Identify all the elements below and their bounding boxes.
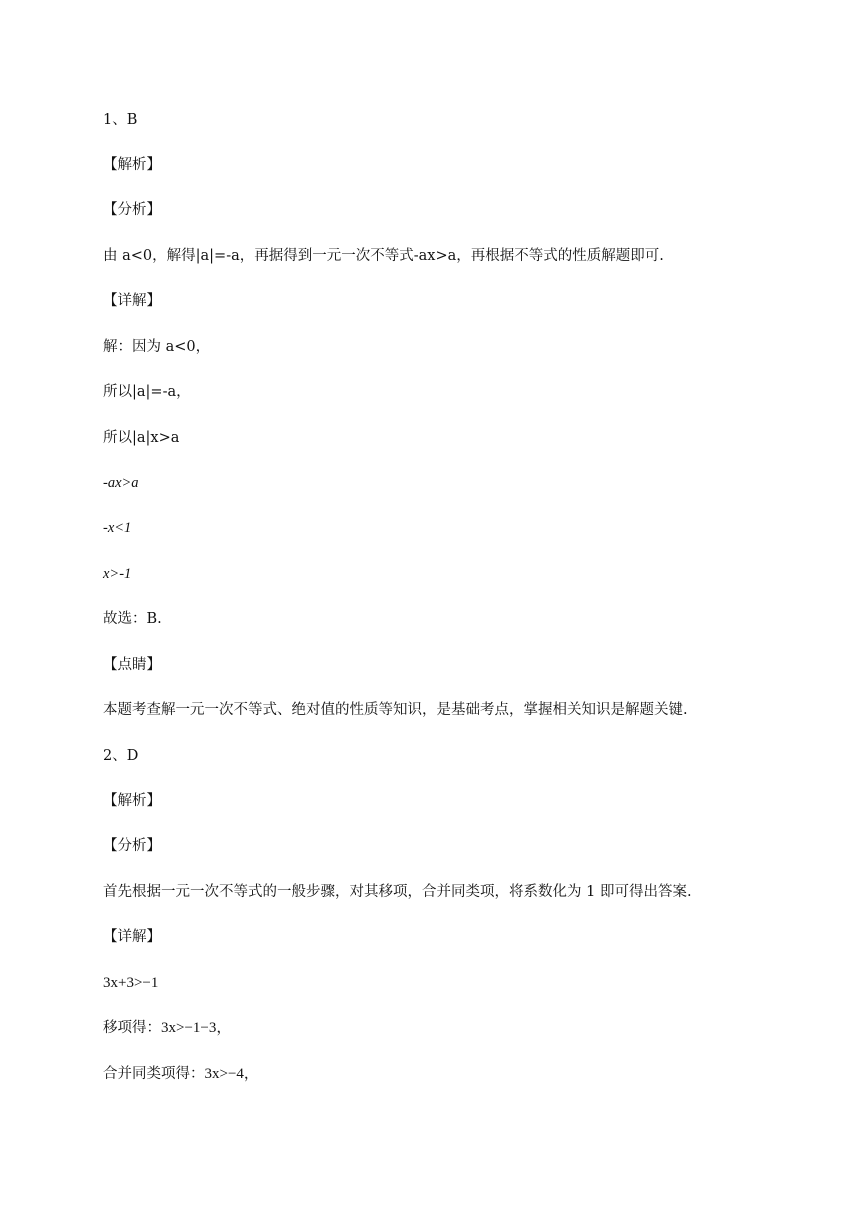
q1-step5: -x<1 [103, 520, 132, 536]
q2-step-move-label: 移项得： [103, 1020, 161, 1036]
q1-answer: 1、B [103, 112, 138, 128]
q1-step1: 解：因为 a<0， [103, 339, 211, 355]
q1-step3: 所以|a|x>a [103, 430, 180, 446]
q2-fenxi-heading: 【分析】 [103, 838, 161, 854]
q2-jiexi-heading: 【解析】 [103, 793, 161, 809]
q2-step-move [103, 1018, 231, 1038]
q2-step-combine-eq: 3x>−4， [204, 1066, 259, 1082]
q1-fenxi-text: 由 a<0，解得|a|=-a，再据得到一元一次不等式-ax>a，再根据不等式的性质解题即可. [103, 248, 664, 264]
q2-step-move-eq: 3x>−1−3， [161, 1020, 232, 1036]
q1-choice: 故选：B. [103, 611, 162, 627]
q1-step6: x>-1 [103, 566, 132, 582]
q1-step4: -ax>a [103, 475, 139, 491]
q2-xiangjie-heading: 【详解】 [103, 929, 161, 945]
q2-step-combine [103, 1064, 259, 1084]
q1-jiexi-heading: 【解析】 [103, 157, 161, 173]
q1-xiangjie-heading: 【详解】 [103, 293, 161, 309]
q1-dianjing-heading: 【点睛】 [103, 657, 161, 673]
q1-dianjing-text: 本题考查解一元一次不等式、绝对值的性质等知识，是基础考点，掌握相关知识是解题关键. [103, 702, 688, 718]
q2-eq1: 3x+3>−1 [103, 975, 159, 991]
q1-fenxi-heading: 【分析】 [103, 202, 161, 218]
q2-fenxi-text: 首先根据一元一次不等式的一般步骤，对其移项，合并同类项，将系数化为 1 即可得出答案. [103, 884, 692, 900]
q1-step2: 所以|a|=-a， [103, 384, 191, 400]
q2-answer: 2、D [103, 748, 139, 764]
q2-step-combine-label: 合并同类项得： [103, 1066, 205, 1082]
